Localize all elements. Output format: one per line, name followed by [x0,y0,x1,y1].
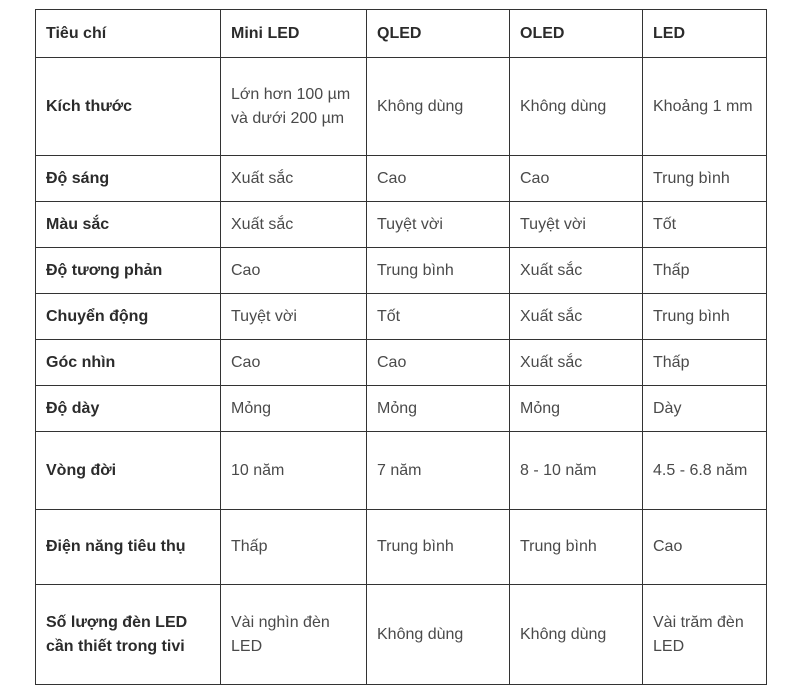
table-cell: Trung bình [510,510,643,585]
table-cell: 8 - 10 năm [510,432,643,510]
table-cell: Thấp [643,340,767,386]
table-cell: Trung bình [643,294,767,340]
table-cell: Không dùng [367,58,510,156]
table-row [36,294,767,340]
row-label: Vòng đời [36,432,221,510]
header-qled: QLED [367,10,510,58]
row-label: Độ tương phản [36,248,221,294]
row-label: Màu sắc [36,202,221,248]
table-row [36,156,767,202]
row-label: Kích thước [36,58,221,156]
table-cell: Trung bình [367,510,510,585]
table-cell: Cao [221,248,367,294]
table-cell: Tuyệt vời [367,202,510,248]
table-cell: Cao [367,156,510,202]
header-oled: OLED [510,10,643,58]
table-cell: Khoảng 1 mm [643,58,767,156]
table-row [36,585,767,685]
table-cell: 10 năm [221,432,367,510]
table-cell: Mỏng [221,386,367,432]
table-cell: Cao [643,510,767,585]
header-criteria: Tiêu chí [36,10,221,58]
table-cell: Xuất sắc [510,340,643,386]
table-cell: Thấp [221,510,367,585]
table-cell: Tốt [367,294,510,340]
table-row [36,386,767,432]
table-cell: Xuất sắc [510,248,643,294]
table-cell: Lớn hơn 100 µm và dưới 200 µm [221,58,367,156]
table-cell: Cao [221,340,367,386]
table-cell: Vài nghìn đèn LED [221,585,367,685]
table-cell: Trung bình [643,156,767,202]
table-cell: Mỏng [367,386,510,432]
header-led: LED [643,10,767,58]
table-cell: 4.5 - 6.8 năm [643,432,767,510]
table-cell: Cao [510,156,643,202]
table-cell: Xuất sắc [221,156,367,202]
table-cell: Mỏng [510,386,643,432]
table-row [36,202,767,248]
table-row [36,58,767,156]
header-mini-led: Mini LED [221,10,367,58]
table-cell: Không dùng [510,585,643,685]
table-cell: Tuyệt vời [221,294,367,340]
table-cell: Xuất sắc [221,202,367,248]
table-cell: Trung bình [367,248,510,294]
row-label: Độ dày [36,386,221,432]
table-cell: Tuyệt vời [510,202,643,248]
table-cell: Dày [643,386,767,432]
table-cell: Không dùng [510,58,643,156]
table-cell: Tốt [643,202,767,248]
table-row [36,340,767,386]
table-cell: Cao [367,340,510,386]
table-row [36,510,767,585]
table-row [36,248,767,294]
table-cell: 7 năm [367,432,510,510]
table-cell: Không dùng [367,585,510,685]
table-cell: Thấp [643,248,767,294]
row-label: Chuyển động [36,294,221,340]
table-cell: Xuất sắc [510,294,643,340]
table-cell: Vài trăm đèn LED [643,585,767,685]
row-label: Độ sáng [36,156,221,202]
table-header-row [36,10,767,58]
table-row [36,432,767,510]
comparison-table [35,9,767,685]
row-label: Điện năng tiêu thụ [36,510,221,585]
row-label: Số lượng đèn LED cần thiết trong tivi [36,585,221,685]
row-label: Góc nhìn [36,340,221,386]
